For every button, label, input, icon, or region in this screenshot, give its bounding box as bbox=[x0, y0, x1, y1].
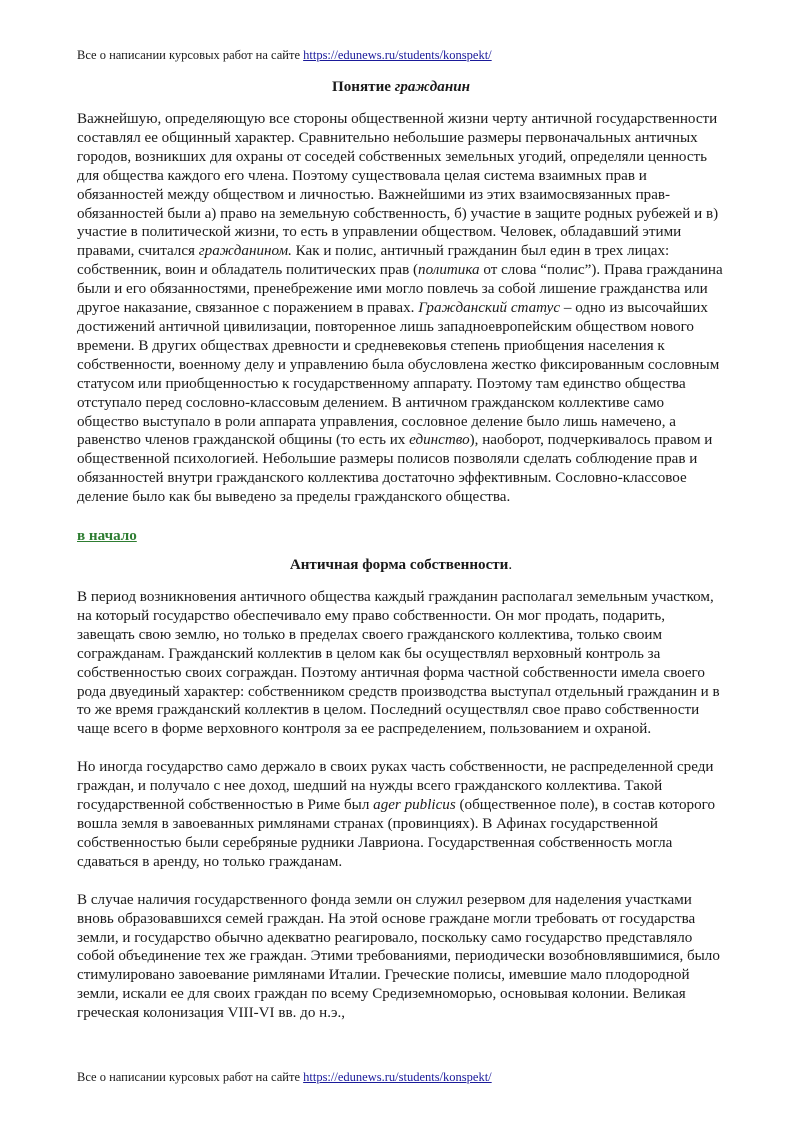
text-run: (общественное поле), в состав которого вошла земля в завоеванных римлянами странах (провинциях). В Афинах государственной собственностью были серебряные рудники Лавриона. Государственная собственность могла сдаваться в аренду, но только гражданам. bbox=[77, 797, 715, 870]
section-title-text: Античная форма собственности bbox=[289, 557, 509, 574]
italic-run: Гражданский статус bbox=[418, 300, 561, 317]
italic-run: политика bbox=[418, 262, 480, 279]
text-run: Важнейшую, определяющую все стороны общественной жизни черту античной государственности составлял ее общинный характер. Сравнительно небольшие размеры первоначальных античных городов, возникших для охраны от соседей собственных земельных угодий, определяли ценность для общества каждого его члена. Поэтому существовала целая система взаимных прав и обязанностей между обществом и личностью. Важнейшими из этих взаимосвязанных прав-обязанностей были а) право на земельную собственность, б) участие в защите родных рубежей и в) участие в политической жизни, то есть в управлении обществом. Человек, обладавший этими правами, считался bbox=[77, 111, 719, 260]
text-run: Но иногда государство само держало в своих руках часть собственности, не распределенной среди граждан, и получало с нее доход, шедший на нужды всего гражданского коллектива. Такой государственной собственностью в Риме был bbox=[77, 759, 714, 814]
page-footer bbox=[77, 1069, 492, 1085]
italic-run: единство bbox=[409, 432, 470, 449]
header-link[interactable]: https://edunews.ru/students/konspekt/ bbox=[303, 48, 492, 62]
back-to-top-link[interactable]: в начало bbox=[77, 528, 137, 545]
section-title-citizen bbox=[77, 78, 725, 97]
paragraph-citizen bbox=[77, 110, 725, 507]
footer-text: Все о написании курсовых работ на сайте bbox=[77, 1070, 304, 1084]
text-run: ), наоборот, подчеркивалось правом и общественной психологией. Небольшие размеры полисов позволяли сделать соблюдение прав и обязанностей внутри гражданского коллектива достаточно эффективным. Сословно-классовое деление было как бы выведено за пределы гражданского общества. bbox=[77, 432, 713, 506]
paragraph-property-1: В период возникновения античного общества каждый гражданин располагал земельным участком, на который государство обеспечивало ему право собственности. Он мог продать, подарить, завещать свою землю, но только в пределах своего гражданского коллектива, только своим согражданам. Гражданский коллектив в целом как бы осуществлял верховный контроль за собственностью своих сограждан. Поэтому античная форма частной собственности имела своего рода двуединый характер: собственником средств производства выступал отдельный гражданин и в то же время гражданский коллектив в целом. Последний осуществлял свое право собственности чаще всего в форме верховного контроля за ее распределением, пользованием и охраной. bbox=[77, 589, 720, 738]
italic-run: ager publicus bbox=[373, 797, 456, 814]
page-header bbox=[77, 47, 492, 63]
footer-link[interactable]: https://edunews.ru/students/konspekt/ bbox=[303, 1070, 492, 1084]
section-title-suffix: . bbox=[508, 557, 513, 574]
document-body bbox=[77, 78, 725, 1023]
section-title-property bbox=[77, 556, 725, 575]
text-run: Как и полис, античный гражданин был един в трех лицах: собственник, воин и обладатель политических прав ( bbox=[77, 243, 670, 279]
text-run: от слова “полис”). Права гражданина были и его обязанностями, пренебрежение ими могло повлечь за собой лишение гражданства или другое наказание, связанное с поражением в правах. bbox=[77, 262, 723, 317]
italic-run: гражданином. bbox=[198, 243, 292, 260]
section-title-plain: Понятие bbox=[332, 79, 395, 95]
section-title-italic: гражданин bbox=[394, 79, 470, 95]
header-text: Все о написании курсовых работ на сайте bbox=[77, 48, 304, 62]
text-run: – одно из высочайших достижений античной цивилизации, повторенное лишь западноевропейским обществом нового времени. В других обществах древности и средневековья степень приобщения населения к собственности, военному делу и управлению была обусловлена жестко фиксированным сословным статусом или приобщенностью к государственному аппарату. Поэтому там единство общества отступало перед сословно-классовым делением. В античном гражданском коллективе само общество выступало в роли аппарата управления, сословное деление было лишь намечено, а равенство членов гражданской общины (то есть их bbox=[77, 300, 720, 449]
paragraph-property-3: В случае наличия государственного фонда земли он служил резервом для наделения участками вновь образовавшихся семей граждан. На этой основе граждане могли требовать от государства земли, и государство обычно адекватно реагировало, поскольку само государство представляло собой объединение тех же граждан. Этими требованиями, периодически возобновлявшимися, было стимулировано завоевание римлянами Италии. Греческие полисы, имевшие мало плодородной земли, искали ее для своих граждан по всему Средиземноморью, основывая колонии. Великая греческая колонизация VIII-VI вв. до н.э., bbox=[77, 891, 720, 1022]
paragraph-property-2 bbox=[77, 758, 725, 871]
